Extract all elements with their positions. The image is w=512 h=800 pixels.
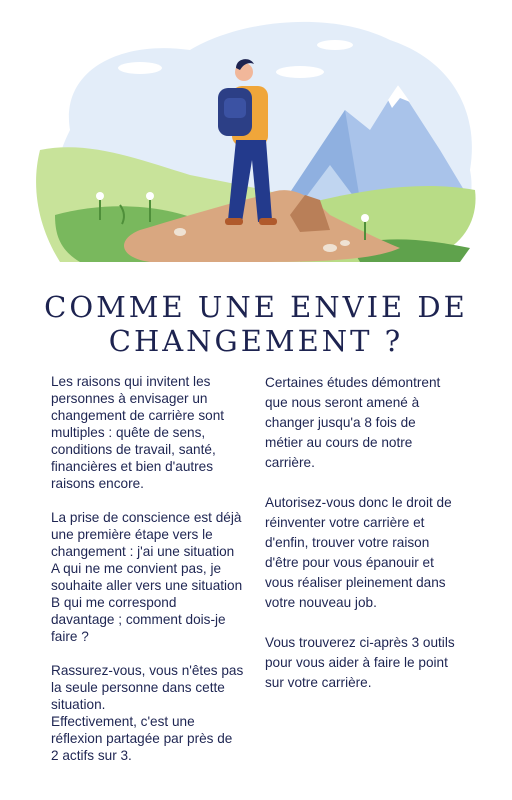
cloud [317,40,353,50]
paragraph: Effectivement, c'est une réflexion partagée par près de 2 actifs sur 3. [51,714,233,763]
paragraph: Autorisez-vous donc le droit de réinventer votre carrière et d'enfin, trouver votre raison d'être pour vous épanouir et vous réaliser pleinement dans votre nouveau job. [265,495,452,610]
pebble [323,244,337,252]
left-column [51,373,246,781]
title-line-1: COMME UNE ENVIE DE [44,290,468,324]
page-title [0,290,512,358]
paragraph: La prise de conscience est déjà une première étape vers le changement : j'ai une situation A qui ne me convient pas, je souhaite aller vers une situation B qui me correspond davantage ; comment dois-je faire ? [51,510,243,644]
paragraph: Vous trouverez ci-après 3 outils pour vous aider à faire le point sur votre carrière. [265,635,455,690]
cloud [118,62,162,74]
pebble [174,228,186,236]
paragraph: Les raisons qui invitent les personnes à envisager un changement de carrière sont multiples : quête de sens, conditions de travail, santé, financières et bien d'autres raisons encore. [51,374,225,491]
cloud [276,66,324,78]
right-column [265,373,465,713]
paragraph: Certaines études démontrent que nous seront amené à changer jusqu'a 8 fois de métier au cours de notre carrière. [265,375,441,470]
hiker-on-mountain-illustration [0,0,512,280]
title-line-2: CHANGEMENT ? [108,324,404,358]
paragraph: Rassurez-vous, vous n'êtes pas la seule personne dans cette situation. [51,663,244,712]
pebble [340,240,350,246]
